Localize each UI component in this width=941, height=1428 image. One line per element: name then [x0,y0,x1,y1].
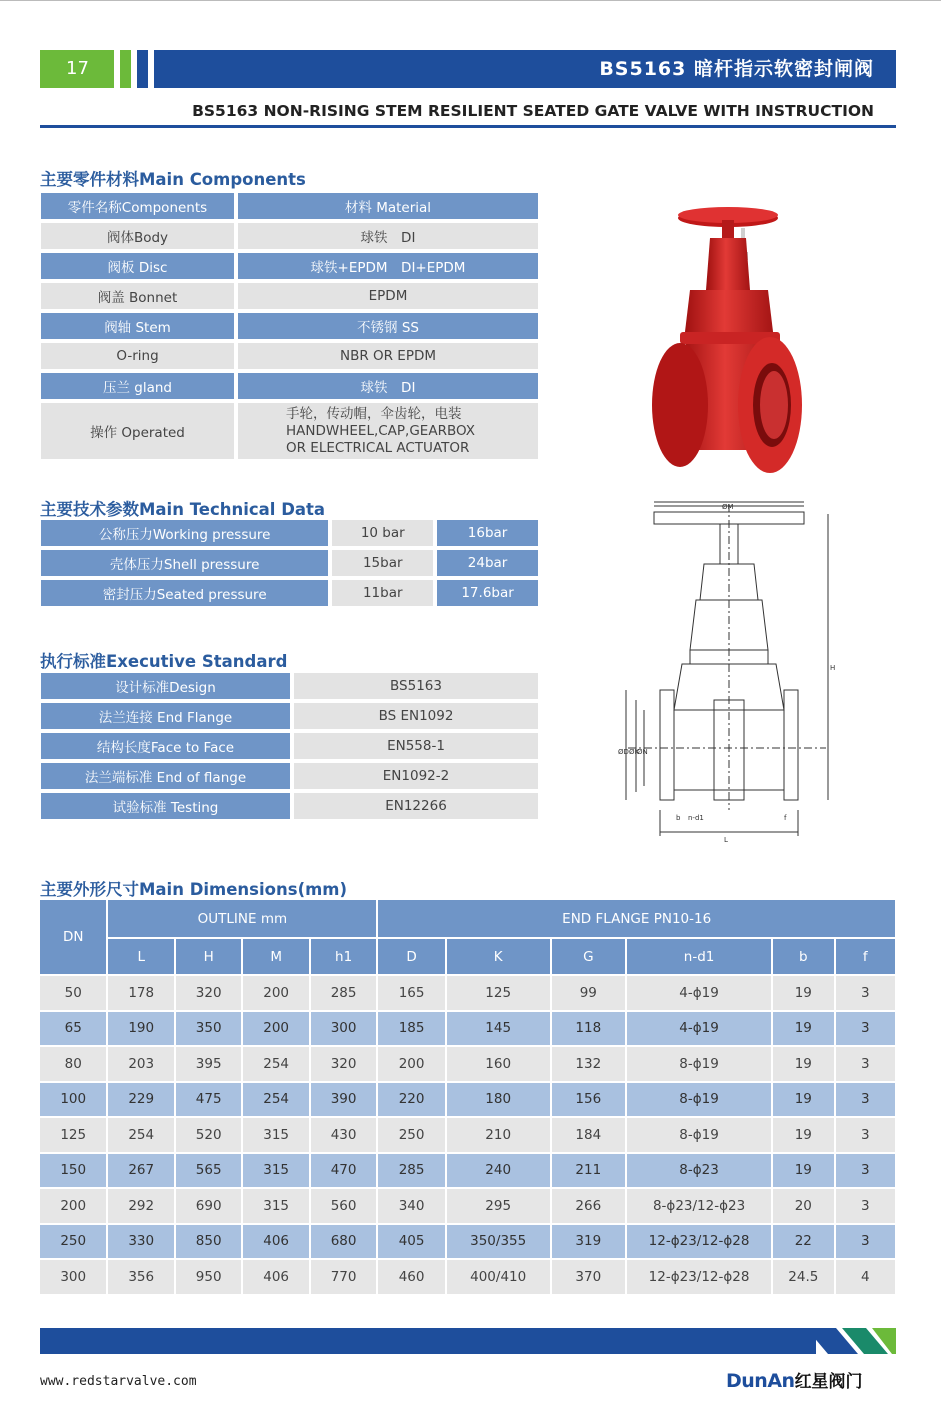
dim-cell: 8-ϕ23 [627,1154,771,1188]
page-title-en: BS5163 NON-RISING STEM RESILIENT SEATED GATE VALVE WITH INSTRUCTION [192,102,874,120]
dim-cell: 565 [176,1154,241,1188]
dim-dn-cell: 50 [40,976,106,1010]
dim-col-header: D [378,939,444,974]
dim-cell: 4-ϕ19 [627,1012,771,1046]
dim-cell: 203 [108,1047,173,1081]
standard-value: BS5163 [294,673,538,699]
dim-cell: 156 [552,1083,626,1117]
table-row [41,520,538,546]
table-row [40,1154,895,1188]
component-material: 不锈钢 SS [238,313,538,339]
header-green-stripe [120,50,131,88]
table-row [40,976,895,1010]
table-row [40,1083,895,1117]
component-name: 压兰 gland [41,373,234,399]
standard-label: 结构长度Face to Face [41,733,290,759]
dim-cell: 292 [108,1189,173,1223]
components-header-name: 零件名称Components [41,193,234,219]
tech-value-pn16: 17.6bar [437,580,538,606]
component-material: EPDM [238,283,538,309]
dim-col-header: L [108,939,173,974]
dim-cell: 190 [108,1012,173,1046]
table-row [41,673,538,699]
footer-bar [40,1328,816,1354]
table-row [41,343,538,369]
dim-cell: 19 [773,1083,833,1117]
top-border-line [0,0,941,1]
dim-cell: 3 [836,1154,895,1188]
drawing-label-l: L [724,836,728,844]
dim-cell: 405 [378,1225,444,1259]
standard-value: EN12266 [294,793,538,819]
tech-value-pn10: 10 bar [332,520,433,546]
dimensions-table [38,898,897,1296]
dim-cell: 145 [447,1012,550,1046]
dim-cell: 210 [447,1118,550,1152]
table-row [41,793,538,819]
outline-header: OUTLINE mm [108,900,376,937]
dim-cell: 160 [447,1047,550,1081]
dim-cell: 370 [552,1260,626,1294]
table-row [41,550,538,576]
dim-cell: 3 [836,1083,895,1117]
dim-cell: 250 [378,1118,444,1152]
dim-cell: 3 [836,1118,895,1152]
dim-cell: 99 [552,976,626,1010]
dim-cell: 319 [552,1225,626,1259]
dim-cell: 300 [311,1012,376,1046]
logo-text-en: DunAn [726,1370,795,1392]
dim-cell: 8-ϕ19 [627,1083,771,1117]
valve-technical-drawing [612,500,837,845]
standard-label: 试验标准 Testing [41,793,290,819]
table-row [41,373,538,399]
table-row [40,1012,895,1046]
dim-dn-cell: 300 [40,1260,106,1294]
table-row [41,283,538,309]
standard-value: EN1092-2 [294,763,538,789]
dim-cell: 19 [773,1012,833,1046]
dim-cell: 200 [243,1012,308,1046]
dim-col-header: b [773,939,833,974]
page-title-cn: BS5163 暗杆指示软密封闸阀 [154,50,896,88]
dim-dn-cell: 125 [40,1118,106,1152]
components-header-material: 材料 Material [238,193,538,219]
dim-cell: 520 [176,1118,241,1152]
component-material [238,403,538,459]
component-name: 阀板 Disc [41,253,234,279]
table-row [41,253,538,279]
dim-col-header: M [243,939,308,974]
table-row [40,1260,895,1294]
dim-cell: 690 [176,1189,241,1223]
component-name: 阀体Body [41,223,234,249]
dim-cell: 8-ϕ19 [627,1118,771,1152]
drawing-label-nd1: n-d1 [688,814,704,822]
tech-value-pn16: 16bar [437,520,538,546]
dim-cell: 350/355 [447,1225,550,1259]
dim-cell: 350 [176,1012,241,1046]
dim-cell: 406 [243,1225,308,1259]
dim-cell: 19 [773,976,833,1010]
tech-label: 密封压力Seated pressure [41,580,328,606]
dim-cell: 8-ϕ19 [627,1047,771,1081]
dim-cell: 950 [176,1260,241,1294]
table-row [41,703,538,729]
component-material: NBR OR EPDM [238,343,538,369]
dim-cell: 22 [773,1225,833,1259]
dim-cell: 470 [311,1154,376,1188]
dim-cell: 19 [773,1118,833,1152]
table-row [40,1189,895,1223]
dim-cell: 4-ϕ19 [627,976,771,1010]
drawing-label-f: f [784,814,787,822]
dim-cell: 180 [447,1083,550,1117]
valve-product-image [640,200,810,485]
page-number: 17 [40,50,114,88]
dim-cell: 680 [311,1225,376,1259]
component-name: O-ring [41,343,234,369]
dim-dn-cell: 200 [40,1189,106,1223]
dim-cell: 460 [378,1260,444,1294]
component-material: 球铁 DI [238,373,538,399]
dim-cell: 406 [243,1260,308,1294]
website-url: www.redstarvalve.com [40,1374,197,1389]
dim-cell: 340 [378,1189,444,1223]
tech-label: 壳体压力Shell pressure [41,550,328,576]
table-row [41,733,538,759]
dim-cell: 320 [311,1047,376,1081]
dim-cell: 430 [311,1118,376,1152]
operated-line: 手轮，传动帽，伞齿轮，电装 [286,405,462,422]
dim-cell: 229 [108,1083,173,1117]
section-title-standard: 执行标准Executive Standard [40,652,288,671]
component-material: 球铁+EPDM DI+EPDM [238,253,538,279]
dim-cell: 132 [552,1047,626,1081]
dim-cell: 560 [311,1189,376,1223]
dim-cell: 295 [447,1189,550,1223]
dim-cell: 12-ϕ23/12-ϕ28 [627,1225,771,1259]
dim-cell: 475 [176,1083,241,1117]
table-row [41,580,538,606]
dim-cell: 4 [836,1260,895,1294]
dim-cell: 118 [552,1012,626,1046]
component-name: 操作 Operated [41,403,234,459]
dim-cell: 770 [311,1260,376,1294]
dim-cell: 178 [108,976,173,1010]
footer-stripes [806,1328,898,1354]
logo-text-cn: 红星阀门 [794,1372,863,1392]
drawing-label-h: H [830,664,836,672]
table-row [40,1225,895,1259]
dim-cell: 254 [243,1083,308,1117]
dim-cell: 315 [243,1154,308,1188]
dim-cell: 20 [773,1189,833,1223]
dim-cell: 315 [243,1189,308,1223]
dim-col-header: G [552,939,626,974]
tech-value-pn16: 24bar [437,550,538,576]
tech-label: 公称压力Working pressure [41,520,328,546]
operated-line: HANDWHEEL,CAP,GEARBOX [286,422,475,439]
dim-dn-cell: 150 [40,1154,106,1188]
table-row [41,763,538,789]
dim-cell: 185 [378,1012,444,1046]
dim-cell: 400/410 [447,1260,550,1294]
dim-cell: 3 [836,1012,895,1046]
drawing-label-n: ØN [637,748,648,756]
dim-dn-cell: 80 [40,1047,106,1081]
title-underline [40,125,896,128]
dim-col-header: n-d1 [627,939,771,974]
dim-cell: 240 [447,1154,550,1188]
operated-line: OR ELECTRICAL ACTUATOR [286,439,470,456]
dim-cell: 19 [773,1154,833,1188]
brand-logo [726,1367,863,1392]
drawing-label-k: ØK [629,748,640,756]
standard-label: 设计标准Design [41,673,290,699]
dim-cell: 200 [243,976,308,1010]
table-row [41,403,538,459]
dim-cell: 125 [447,976,550,1010]
dim-cell: 211 [552,1154,626,1188]
dim-dn-cell: 250 [40,1225,106,1259]
dim-cell: 395 [176,1047,241,1081]
dim-cell: 3 [836,1189,895,1223]
drawing-label-b: b [676,814,681,822]
standard-label: 法兰连接 End Flange [41,703,290,729]
dim-col-header: H [176,939,241,974]
dim-cell: 19 [773,1047,833,1081]
standard-table [37,669,542,823]
table-row [41,223,538,249]
table-row [41,313,538,339]
tech-value-pn10: 11bar [332,580,433,606]
dim-cell: 3 [836,976,895,1010]
component-material: 球铁 DI [238,223,538,249]
technical-table [37,516,542,610]
dim-cell: 200 [378,1047,444,1081]
dim-cell: 330 [108,1225,173,1259]
dim-cell: 24.5 [773,1260,833,1294]
dim-cell: 3 [836,1225,895,1259]
dim-cell: 315 [243,1118,308,1152]
dim-cell: 267 [108,1154,173,1188]
standard-value: BS EN1092 [294,703,538,729]
dim-cell: 320 [176,976,241,1010]
table-row [40,1118,895,1152]
dim-cell: 8-ϕ23/12-ϕ23 [627,1189,771,1223]
dim-cell: 285 [378,1154,444,1188]
section-title-components: 主要零件材料Main Components [40,170,306,189]
drawing-label-m: ØM [722,503,734,511]
drawing-label-d: ØD [618,748,629,756]
dim-cell: 254 [108,1118,173,1152]
header-blue-stripe [137,50,148,88]
dim-cell: 285 [311,976,376,1010]
dim-cell: 184 [552,1118,626,1152]
dim-cell: 390 [311,1083,376,1117]
standard-value: EN558-1 [294,733,538,759]
dim-col-header: f [836,939,895,974]
endflange-header: END FLANGE PN10-16 [378,900,895,937]
dim-col-header: h1 [311,939,376,974]
component-name: 阀轴 Stem [41,313,234,339]
section-title-dimensions: 主要外形尺寸Main Dimensions(mm) [40,880,348,899]
dim-dn-cell: 65 [40,1012,106,1046]
components-table [37,189,542,463]
dim-dn-cell: 100 [40,1083,106,1117]
dim-cell: 12-ϕ23/12-ϕ28 [627,1260,771,1294]
table-row [40,1047,895,1081]
dn-header: DN [40,900,106,974]
dim-col-header: K [447,939,550,974]
dim-cell: 165 [378,976,444,1010]
dim-cell: 356 [108,1260,173,1294]
section-title-technical: 主要技术参数Main Technical Data [40,500,326,519]
dim-cell: 3 [836,1047,895,1081]
standard-label: 法兰端标准 End of flange [41,763,290,789]
dim-cell: 850 [176,1225,241,1259]
dim-cell: 220 [378,1083,444,1117]
dim-cell: 254 [243,1047,308,1081]
dim-cell: 266 [552,1189,626,1223]
component-name: 阀盖 Bonnet [41,283,234,309]
tech-value-pn10: 15bar [332,550,433,576]
